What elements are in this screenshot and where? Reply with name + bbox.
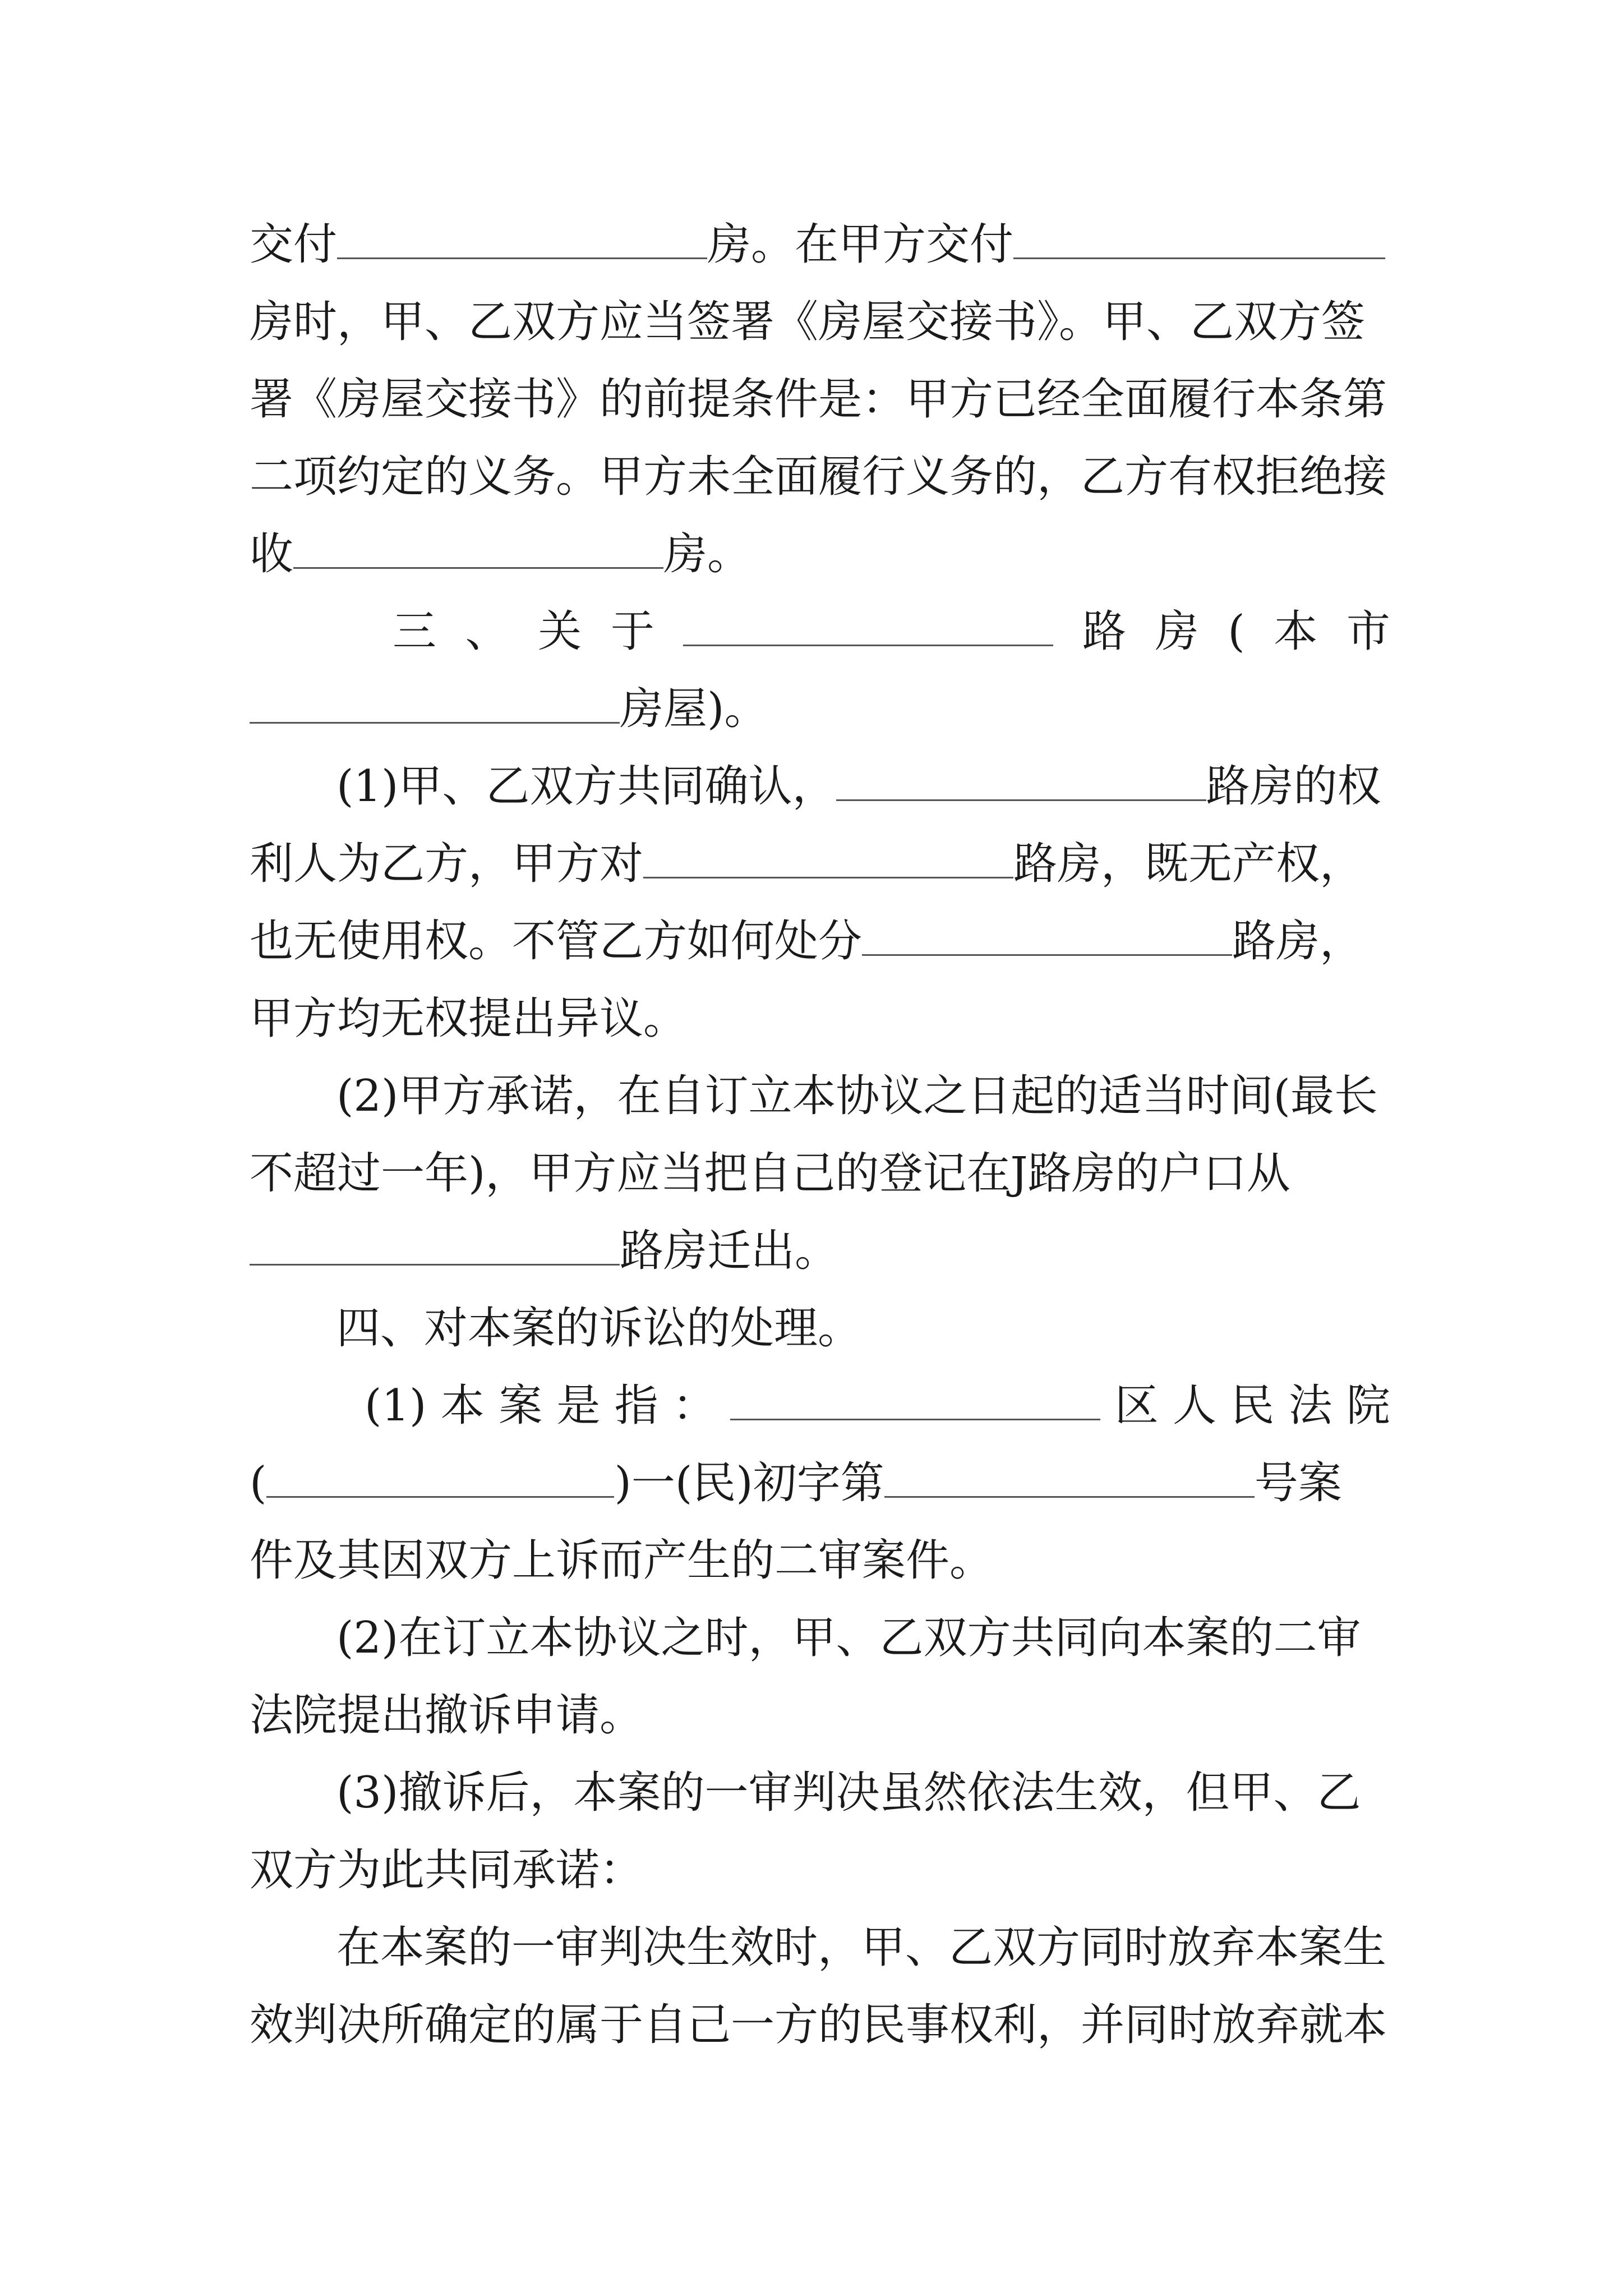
heading-char: 本 bbox=[1274, 606, 1318, 657]
text-line-9 bbox=[250, 836, 1390, 892]
text-line-23: 在本案的一审判决生效时，甲、乙双方同时放弃本案生 bbox=[336, 1922, 1387, 1973]
section-heading-four: 四、对本案的诉讼的处理。 bbox=[336, 1303, 862, 1354]
text-line-4: 二项约定的义务。甲方未全面履行义务的，乙方有权拒绝接 bbox=[250, 452, 1387, 502]
text-char: 本 bbox=[440, 1381, 485, 1431]
heading-char: 关 bbox=[538, 606, 582, 657]
text-line-5 bbox=[250, 526, 1390, 582]
blank-field[interactable] bbox=[862, 917, 1232, 956]
text-line-3: 署《房屋交接书》的前提条件是：甲方已经全面履行本条第 bbox=[250, 374, 1387, 425]
text-line-20: 法院提出撤诉申请。 bbox=[250, 1690, 644, 1741]
text-line-2: 房时，甲、乙双方应当签署《房屋交接书》。甲、乙双方签 bbox=[250, 297, 1366, 347]
text-char: 指 bbox=[614, 1381, 658, 1431]
text-line-11: 甲方均无权提出异议。 bbox=[250, 993, 688, 1044]
text-run: 利人为乙方，甲方对 bbox=[250, 839, 644, 889]
heading-char: ( bbox=[1228, 606, 1245, 657]
heading-char: 于 bbox=[610, 606, 654, 657]
text-run: 也无使用权。不管乙方如何处分 bbox=[250, 916, 863, 967]
blank-field[interactable] bbox=[730, 1382, 1100, 1420]
text-char: (1) bbox=[365, 1381, 427, 1431]
text-line-24: 效判决所确定的属于自己一方的民事权利，并同时放弃就本 bbox=[250, 2000, 1387, 2050]
blank-field[interactable] bbox=[337, 220, 707, 259]
text-run: 房。在甲方交付 bbox=[707, 219, 1014, 270]
text-line-14 bbox=[250, 1223, 1390, 1279]
text-char: 案 bbox=[499, 1381, 543, 1431]
heading-char: 三 bbox=[393, 606, 437, 657]
text-run: )一(民)初字第 bbox=[614, 1458, 884, 1508]
heading-char: 路 bbox=[1082, 606, 1127, 657]
text-run: 房。 bbox=[663, 529, 751, 579]
text-run: ( bbox=[250, 1458, 267, 1508]
heading-char: 、 bbox=[465, 606, 509, 657]
text-char: 民 bbox=[1230, 1381, 1275, 1431]
text-run: 路房，既无产权， bbox=[1013, 839, 1364, 889]
text-char: ： bbox=[672, 1381, 717, 1431]
text-run: 号案 bbox=[1254, 1458, 1342, 1508]
text-line-17 bbox=[250, 1455, 1390, 1511]
blank-field[interactable] bbox=[836, 762, 1206, 801]
text-char: 人 bbox=[1172, 1381, 1216, 1431]
heading-char: 市 bbox=[1346, 606, 1390, 657]
text-run: 路房迁出。 bbox=[620, 1226, 839, 1276]
text-line-13: 不超过一年)，甲方应当把自己的登记在J路房的户口从 bbox=[250, 1148, 1290, 1199]
text-line-19: (2)在订立本协议之时，甲、乙双方共同向本案的二审 bbox=[336, 1613, 1361, 1663]
text-run: 收 bbox=[250, 529, 294, 579]
text-char: 院 bbox=[1346, 1381, 1390, 1431]
blank-field[interactable] bbox=[1013, 220, 1385, 259]
text-line-12: (2)甲方承诺，在自订立本协议之日起的适当时间(最长 bbox=[336, 1071, 1378, 1121]
blank-field[interactable] bbox=[643, 840, 1013, 878]
text-line-22: 双方为此共同承诺： bbox=[250, 1845, 644, 1895]
text-run: 路房的权 bbox=[1206, 761, 1381, 812]
blank-field[interactable] bbox=[250, 685, 620, 724]
text-line-18: 件及其因双方上诉而产生的二审案件。 bbox=[250, 1535, 994, 1586]
text-line-1 bbox=[250, 217, 1390, 273]
blank-field[interactable] bbox=[293, 530, 663, 569]
text-line-7 bbox=[250, 681, 1390, 737]
text-char: 区 bbox=[1114, 1381, 1159, 1431]
blank-field[interactable] bbox=[884, 1459, 1255, 1498]
text-run: (1)甲、乙双方共同确认， bbox=[336, 761, 836, 812]
text-run: 房屋)。 bbox=[620, 684, 768, 734]
text-line-21: (3)撤诉后，本案的一审判决虽然依法生效，但甲、乙 bbox=[336, 1768, 1361, 1818]
text-char: 法 bbox=[1288, 1381, 1332, 1431]
text-line-16 bbox=[365, 1378, 1390, 1434]
text-line-8 bbox=[336, 758, 1390, 815]
blank-field[interactable] bbox=[250, 1227, 620, 1266]
blank-field[interactable] bbox=[683, 608, 1053, 646]
heading-char: 房 bbox=[1155, 606, 1199, 657]
text-run: 交付 bbox=[250, 219, 338, 270]
text-line-10 bbox=[250, 913, 1390, 969]
blank-field[interactable] bbox=[266, 1459, 614, 1498]
section-heading-three bbox=[393, 604, 1390, 660]
text-char: 是 bbox=[556, 1381, 601, 1431]
text-run: 路房， bbox=[1232, 916, 1364, 967]
